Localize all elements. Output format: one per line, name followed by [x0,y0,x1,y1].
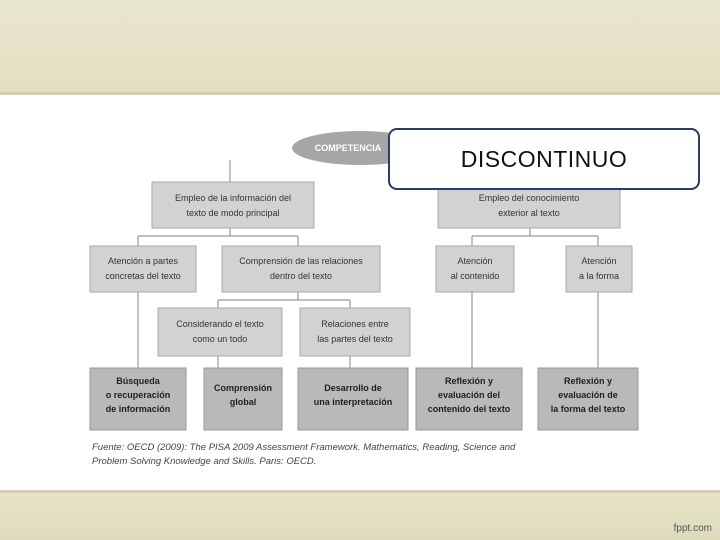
branch-external-line2: exterior al texto [498,208,560,218]
outcome-reflection-content [416,368,522,430]
source-line2: Problem Solving Knowledge and Skills. Paris: OECD. [92,456,317,467]
outcome-retrieval-line1: Búsqueda [116,376,160,386]
node-part-relations-line1: Relaciones entre [321,319,389,329]
node-attention-form-line1: Atención [581,256,617,266]
outcome-interpretation [298,368,408,430]
outcome-interpretation-line2: una interpretación [313,397,393,407]
node-attention-parts-line2: concretas del texto [105,271,181,281]
node-attention-content [436,246,514,292]
node-relations-line1: Comprensión de las relaciones [239,256,363,266]
source-line1: Fuente: OECD (2009): The PISA 2009 Assessment Framework. Mathematics, Reading, Science and [92,442,516,453]
branch-external-line1: Empleo del conocimiento [478,193,580,203]
node-part-relations-line2: las partes del texto [317,334,393,344]
outcome-reflection-content-line2: evaluación del [437,390,501,400]
discontinuo-callout [388,128,700,190]
outcome-global-comprehension [204,368,282,430]
node-attention-parts [90,246,196,292]
node-whole-text-line1: Considerando el texto [176,319,264,329]
node-whole-text [158,308,282,356]
outcome-global-line1: Comprensión [213,383,273,393]
outcome-interpretation-line1: Desarrollo de [324,383,382,393]
outcome-reflection-form-line2: evaluación de [558,390,618,400]
outcome-reflection-content-line3: contenido del texto [427,404,511,414]
node-attention-content-line1: Atención [457,256,493,266]
node-attention-form [566,246,632,292]
outcome-reflection-form [538,368,638,430]
node-relations-understanding [222,246,380,292]
node-relations-line2: dentro del texto [269,271,333,281]
node-attention-parts-line1: Atención a partes [107,256,179,266]
outcome-retrieval-line3: de información [105,404,171,414]
outcome-retrieval-line2: o recuperación [105,390,171,400]
competence-header-label: COMPETENCIA [314,143,382,153]
outcome-retrieval [90,368,186,430]
node-attention-form-line2: a la forma [578,271,620,281]
fppt-logo: fppt.com [673,523,712,534]
node-part-relations [300,308,410,356]
node-whole-text-line2: como un todo [192,334,248,344]
node-attention-content-line2: al contenido [450,271,500,281]
outcome-global-line2: global [229,397,257,407]
outcome-reflection-form-line1: Reflexión y [563,376,613,386]
outcome-reflection-form-line3: la forma del texto [550,404,626,414]
branch-internal-line1: Empleo de la información del [174,193,292,203]
outcome-reflection-content-line1: Reflexión y [444,376,494,386]
branch-internal-line2: texto de modo principal [186,208,280,218]
discontinuo-label: DISCONTINUO [460,145,628,172]
branch-internal-info [152,182,314,228]
